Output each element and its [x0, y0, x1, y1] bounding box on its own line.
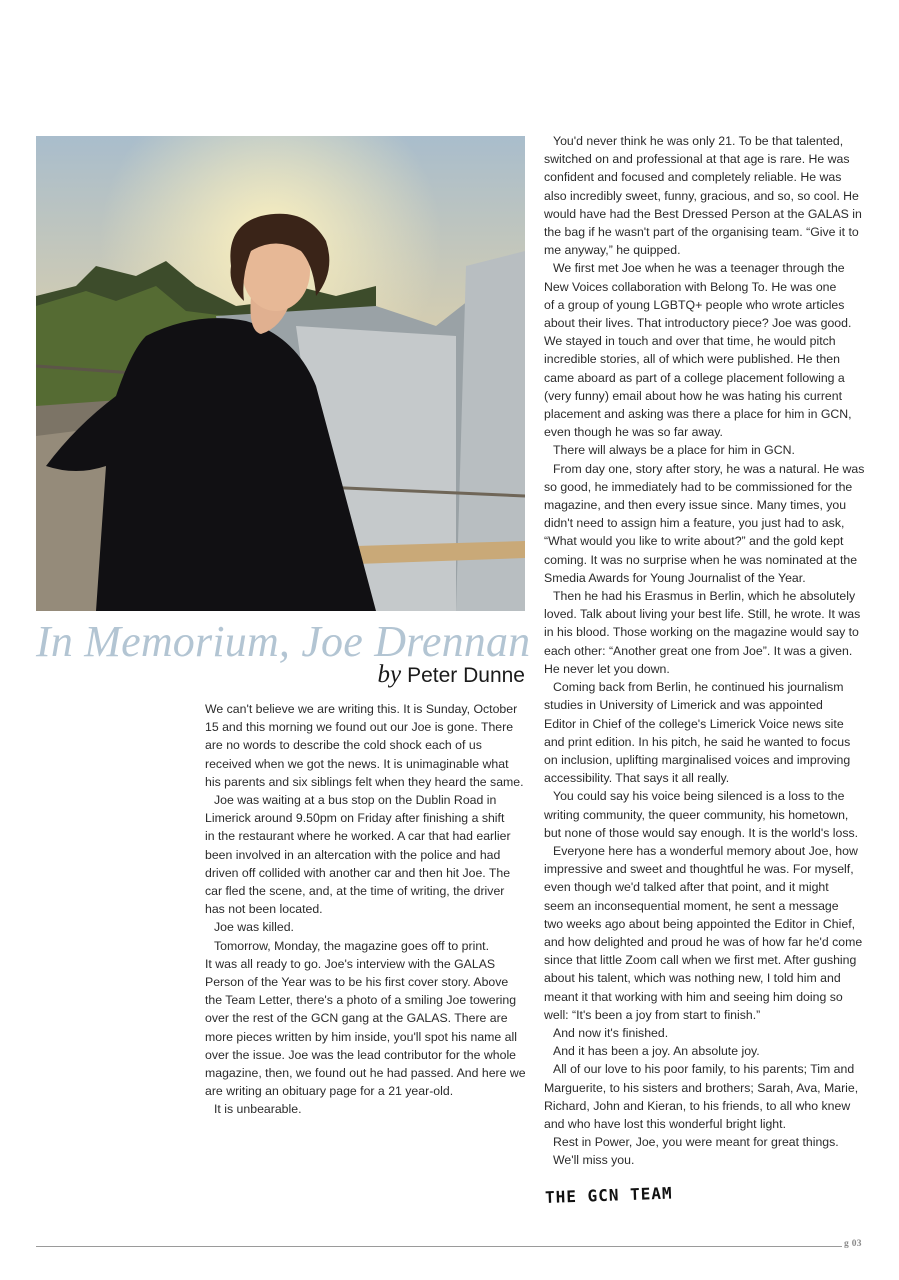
paragraph: We can't believe we are writing this. It is Sunday, October 15 and this morning we found out our Joe is gone. There are no words to describe the cold shock each of us received when we got the news. It is unimaginable what his parents and six siblings felt when they heard the same. [205, 702, 524, 789]
paragraph: It is unbearable. [214, 1102, 302, 1117]
paragraph: There will always be a place for him in GCN. [553, 443, 795, 458]
article-body-left [205, 700, 525, 1119]
paragraph: All of our love to his poor family, to his parents; Tim and Marguerite, to his sisters and brothers; Sarah, Ava, Marie, Richard, John and Kieran, to his friends, to all who knew and who have lost this wonderful bright light. [544, 1062, 859, 1131]
paragraph: Everyone here has a wonderful memory about Joe, how impressive and sweet and thoughtful he was. For myself, even though we'd talked after that point, and it might seem an inconsequential moment, he sent a message two weeks ago about being appointed the Editor in Chief, and how delighted and proud he was of how far he'd come since that little Zoom call when we first met. After gushing about his talent, which was nothing new, I told him and meant it that working with him and seeing him doing so well: “It's been a joy from start to finish.” [544, 843, 863, 1022]
paragraph: And now it's finished. [553, 1025, 669, 1040]
paragraph: Rest in Power, Joe, you were meant for great things. [553, 1135, 839, 1150]
portrait-photo [36, 136, 525, 611]
page-number: g 03 [844, 1239, 862, 1249]
author-name: Peter Dunne [407, 664, 525, 687]
footer-rule [36, 1246, 842, 1247]
paragraph: We'll miss you. [553, 1153, 635, 1168]
article-title: In Memorium, Joe Drennan [36, 617, 531, 666]
paragraph: You'd never think he was only 21. To be that talented, switched on and professional at that age is rare. He was confident and focused and completely reliable. He was also incredibly sweet, funny, gracious, and so, so cool. He would have had the Best Dressed Person at the GALAS in the bag if he wasn't part of the organising team. “Give it to me anyway,” he quipped. [544, 134, 862, 258]
paragraph: Tomorrow, Monday, the magazine goes off to print. It was all ready to go. Joe's interview with the GALAS Person of the Year was to be his first cover story. Above the Team Letter, there's a photo of a smiling Joe towering over the rest of the GCN gang at the GALAS. There are more pieces written by him inside, you'll spot his name all over the issue. Joe was the lead contributor for the whole magazine, then, we found out he had passed. And here we are writing an obituary page for a 21 year-old. [205, 938, 526, 1099]
paragraph: Joe was waiting at a bus stop on the Dublin Road in Limerick around 9.50pm on Friday after finishing a shift in the restaurant where he worked. A car that had earlier been involved in an altercation with the police and had driven off collided with another car and then hit Joe. The car fled the scene, and, at the time of writing, the driver has not been located. [205, 793, 511, 917]
paragraph: Coming back from Berlin, he continued his journalism studies in University of Limerick and was appointed Editor in Chief of the college's Limerick Voice news site and print edition. In his pitch, he said he wanted to focus on inclusion, uplifting marginalised voices and improving accessibility. That says it all really. [544, 680, 851, 786]
paragraph: You could say his voice being silenced is a loss to the writing community, the queer community, his hometown, but none of those would say enough. It is the world's loss. [544, 789, 859, 840]
byline-prefix: by [377, 661, 402, 688]
paragraph: Joe was killed. [214, 920, 294, 935]
paragraph: And it has been a joy. An absolute joy. [553, 1044, 760, 1059]
paragraph: Then he had his Erasmus in Berlin, which he absolutely loved. Talk about living your best life. Still, he wrote. It was in his blood. Those working on the magazine would say to each other: “Another great one from Joe”. It was a given. He never let you down. [544, 589, 861, 676]
byline [377, 658, 525, 693]
paragraph: From day one, story after story, he was a natural. He was so good, he immediately had to be commissioned for the magazine, and then every issue since. Many times, you didn't need to assign him a feature, you just had to ask, “What would you like to write about?” and the gold kept coming. It was no surprise when he was nominated at the Smedia Awards for Young Journalist of the Year. [544, 461, 865, 585]
paragraph: We first met Joe when he was a teenager through the New Voices collaboration with Belong To. He was one of a group of young LGBTQ+ people who wrote articles about their lives. That introductory piece? Joe was good. We stayed in touch and over that time, he would pitch incredible stories, all of which were published. He then came aboard as part of a college placement following a (very funny) email about how he was hating his current placement and asking was there a place for him in GCN, even though he was so far away. [544, 261, 852, 440]
article-body-right [544, 132, 869, 1170]
portrait-illustration [36, 136, 525, 611]
signature: THE GCN TEAM [544, 1183, 673, 1207]
